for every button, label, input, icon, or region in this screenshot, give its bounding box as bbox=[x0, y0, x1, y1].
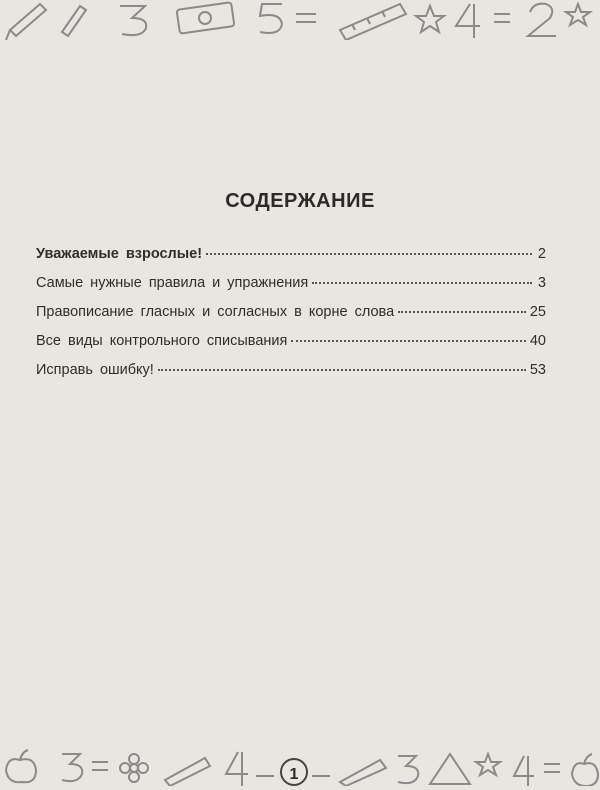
toc-leader-dots bbox=[291, 340, 526, 342]
star-icon bbox=[416, 6, 444, 32]
ruler-icon bbox=[340, 4, 406, 40]
toc-leader-dots bbox=[158, 369, 526, 371]
toc-entry-label: Правописание гласных и согласных в корне слова bbox=[36, 304, 395, 320]
number-4-icon bbox=[456, 4, 480, 38]
pencil-icon bbox=[6, 4, 46, 40]
toc-entry-label: Исправь ошибку! bbox=[36, 362, 154, 378]
toc-entry-page: 53 bbox=[529, 362, 546, 378]
toc-entry[interactable] bbox=[36, 362, 546, 391]
table-of-contents bbox=[36, 246, 546, 391]
toc-entry-label: Уважаемые взрослые! bbox=[36, 246, 203, 262]
pencil-icon bbox=[62, 6, 86, 36]
equals-icon bbox=[92, 762, 108, 770]
ruler-icon bbox=[165, 758, 210, 786]
toc-entry[interactable] bbox=[36, 304, 546, 333]
equals-icon bbox=[296, 14, 316, 22]
ruler-icon bbox=[340, 760, 386, 786]
toc-entry[interactable] bbox=[36, 333, 546, 362]
number-4-icon bbox=[514, 756, 534, 786]
apple-icon bbox=[6, 750, 36, 782]
star-icon bbox=[566, 4, 590, 25]
toc-entry[interactable] bbox=[36, 246, 546, 275]
toc-entry-label: Самые нужные правила и упражнения bbox=[36, 275, 309, 291]
triangle-icon bbox=[430, 754, 470, 784]
toc-entry-page: 40 bbox=[529, 333, 546, 349]
flower-icon bbox=[120, 754, 148, 782]
toc-entry-label: Все виды контрольного списывания bbox=[36, 333, 288, 349]
toc-leader-dots bbox=[398, 311, 526, 313]
toc-entry-page: 2 bbox=[537, 246, 546, 262]
apple-icon bbox=[572, 754, 598, 786]
toc-entry-page: 3 bbox=[537, 275, 546, 291]
banknote-icon bbox=[177, 2, 235, 33]
toc-entry[interactable] bbox=[36, 275, 546, 304]
page-number: 1 bbox=[280, 758, 308, 786]
star-icon bbox=[476, 754, 500, 775]
top-decorative-border bbox=[0, 0, 600, 40]
equals-icon bbox=[544, 764, 560, 772]
number-3-icon bbox=[120, 6, 146, 35]
number-4-icon bbox=[226, 752, 248, 786]
number-2-icon bbox=[528, 4, 556, 36]
number-3-icon bbox=[62, 754, 82, 781]
toc-entry-page: 25 bbox=[529, 304, 546, 320]
number-5-icon bbox=[260, 4, 282, 33]
number-3-icon bbox=[398, 756, 418, 783]
toc-leader-dots bbox=[312, 282, 532, 284]
equals-icon bbox=[494, 14, 510, 22]
toc-leader-dots bbox=[206, 253, 532, 255]
page-title: СОДЕРЖАНИЕ bbox=[225, 190, 375, 212]
